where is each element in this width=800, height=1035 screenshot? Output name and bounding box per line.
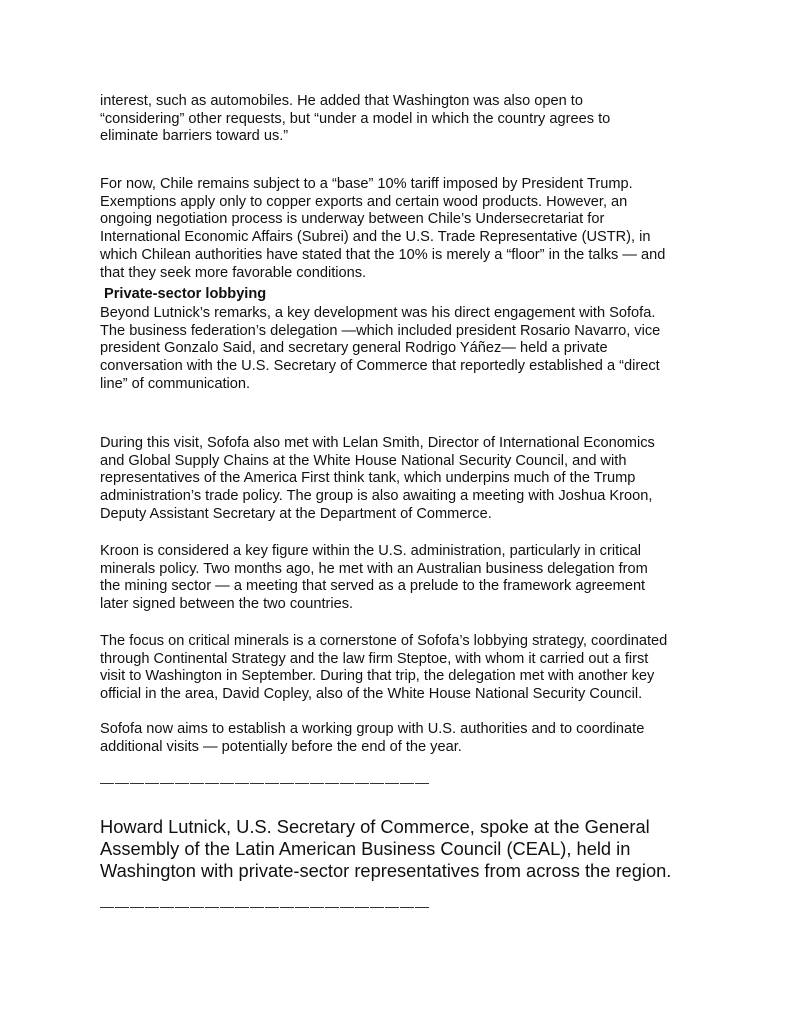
text-line: that they seek more favorable conditions. — [100, 264, 367, 281]
text-line: official in the area, David Copley, also of the White House National Security Council. — [100, 686, 643, 703]
text-line: minerals policy. Two months ago, he met with an Australian business delegation from — [100, 560, 648, 577]
section-heading: Private-sector lobbying — [104, 286, 267, 302]
text-line: The focus on critical minerals is a cornerstone of Sofofa’s lobbying strategy, coordinated — [100, 633, 668, 649]
paragraph-automobiles — [100, 93, 740, 146]
text-line: visit to Washington in September. During that trip, the delegation met with another key — [100, 668, 655, 685]
text-line: representatives of the America First think tank, which underpins much of the Trump — [100, 470, 636, 487]
paragraph-visit — [100, 435, 740, 524]
text-line: administration’s trade policy. The group is also awaiting a meeting with Joshua Kroon, — [100, 488, 653, 505]
text-line: During this visit, Sofofa also met with Lelan Smith, Director of International Economics — [100, 435, 655, 451]
text-line: International Economic Affairs (Subrei) and the U.S. Trade Representative (USTR), in — [100, 229, 651, 246]
text-line: interest, such as automobiles. He added that Washington was also open to — [100, 93, 583, 109]
text-line: line” of communication. — [100, 375, 251, 392]
text-line: Deputy Assistant Secretary at the Department of Commerce. — [100, 505, 492, 522]
caption-line: Howard Lutnick, U.S. Secretary of Commerce, spoke at the General — [100, 816, 650, 837]
photo-caption — [100, 816, 671, 881]
caption-line: Washington with private-sector representatives from across the region. — [100, 859, 672, 881]
paragraph-critical-minerals — [100, 633, 740, 704]
text-line: Exemptions apply only to copper exports and certain wood products. However, an — [100, 193, 628, 210]
text-line: The business federation’s delegation —which included president Rosario Navarro, vice — [100, 322, 661, 339]
divider-top: —————————————————————— — [100, 774, 430, 790]
text-line: ongoing negotiation process is underway between Chile’s Undersecretariat for — [100, 211, 605, 228]
divider-bottom: —————————————————————— — [100, 898, 430, 914]
text-line: additional visits — potentially before the end of the year. — [100, 738, 462, 755]
text-line: president Gonzalo Said, and secretary general Rodrigo Yáñez— held a private — [100, 340, 608, 357]
text-line: Beyond Lutnick’s remarks, a key development was his direct engagement with Sofofa. — [100, 305, 656, 321]
paragraph-sofofa-engagement — [100, 305, 740, 394]
text-line: and Global Supply Chains at the White House National Security Council, and with — [100, 452, 627, 469]
text-line: conversation with the U.S. Secretary of Commerce that reportedly established a “direct — [100, 358, 660, 375]
paragraph-working-group — [100, 721, 740, 756]
text-line: For now, Chile remains subject to a “base” 10% tariff imposed by President Trump. — [100, 176, 633, 192]
text-line: through Continental Strategy and the law firm Steptoe, with whom it carried out a first — [100, 650, 649, 667]
text-line: the mining sector — a meeting that served as a prelude to the framework agreement — [100, 578, 646, 595]
text-line: later signed between the two countries. — [100, 596, 354, 613]
text-line: which Chilean authorities have stated that the 10% is merely a “floor” in the talks — and — [100, 246, 666, 263]
text-line: “considering” other requests, but “under a model in which the country agrees to — [100, 110, 611, 127]
paragraph-kroon — [100, 543, 740, 614]
text-line: Sofofa now aims to establish a working group with U.S. authorities and to coordinate — [100, 721, 645, 737]
text-line: eliminate barriers toward us.” — [100, 128, 289, 145]
text-line: Kroon is considered a key figure within the U.S. administration, particularly in critical — [100, 543, 642, 559]
caption-line: Assembly of the Latin American Business Council (CEAL), held in — [100, 837, 631, 859]
paragraph-base-tariff — [100, 176, 740, 282]
